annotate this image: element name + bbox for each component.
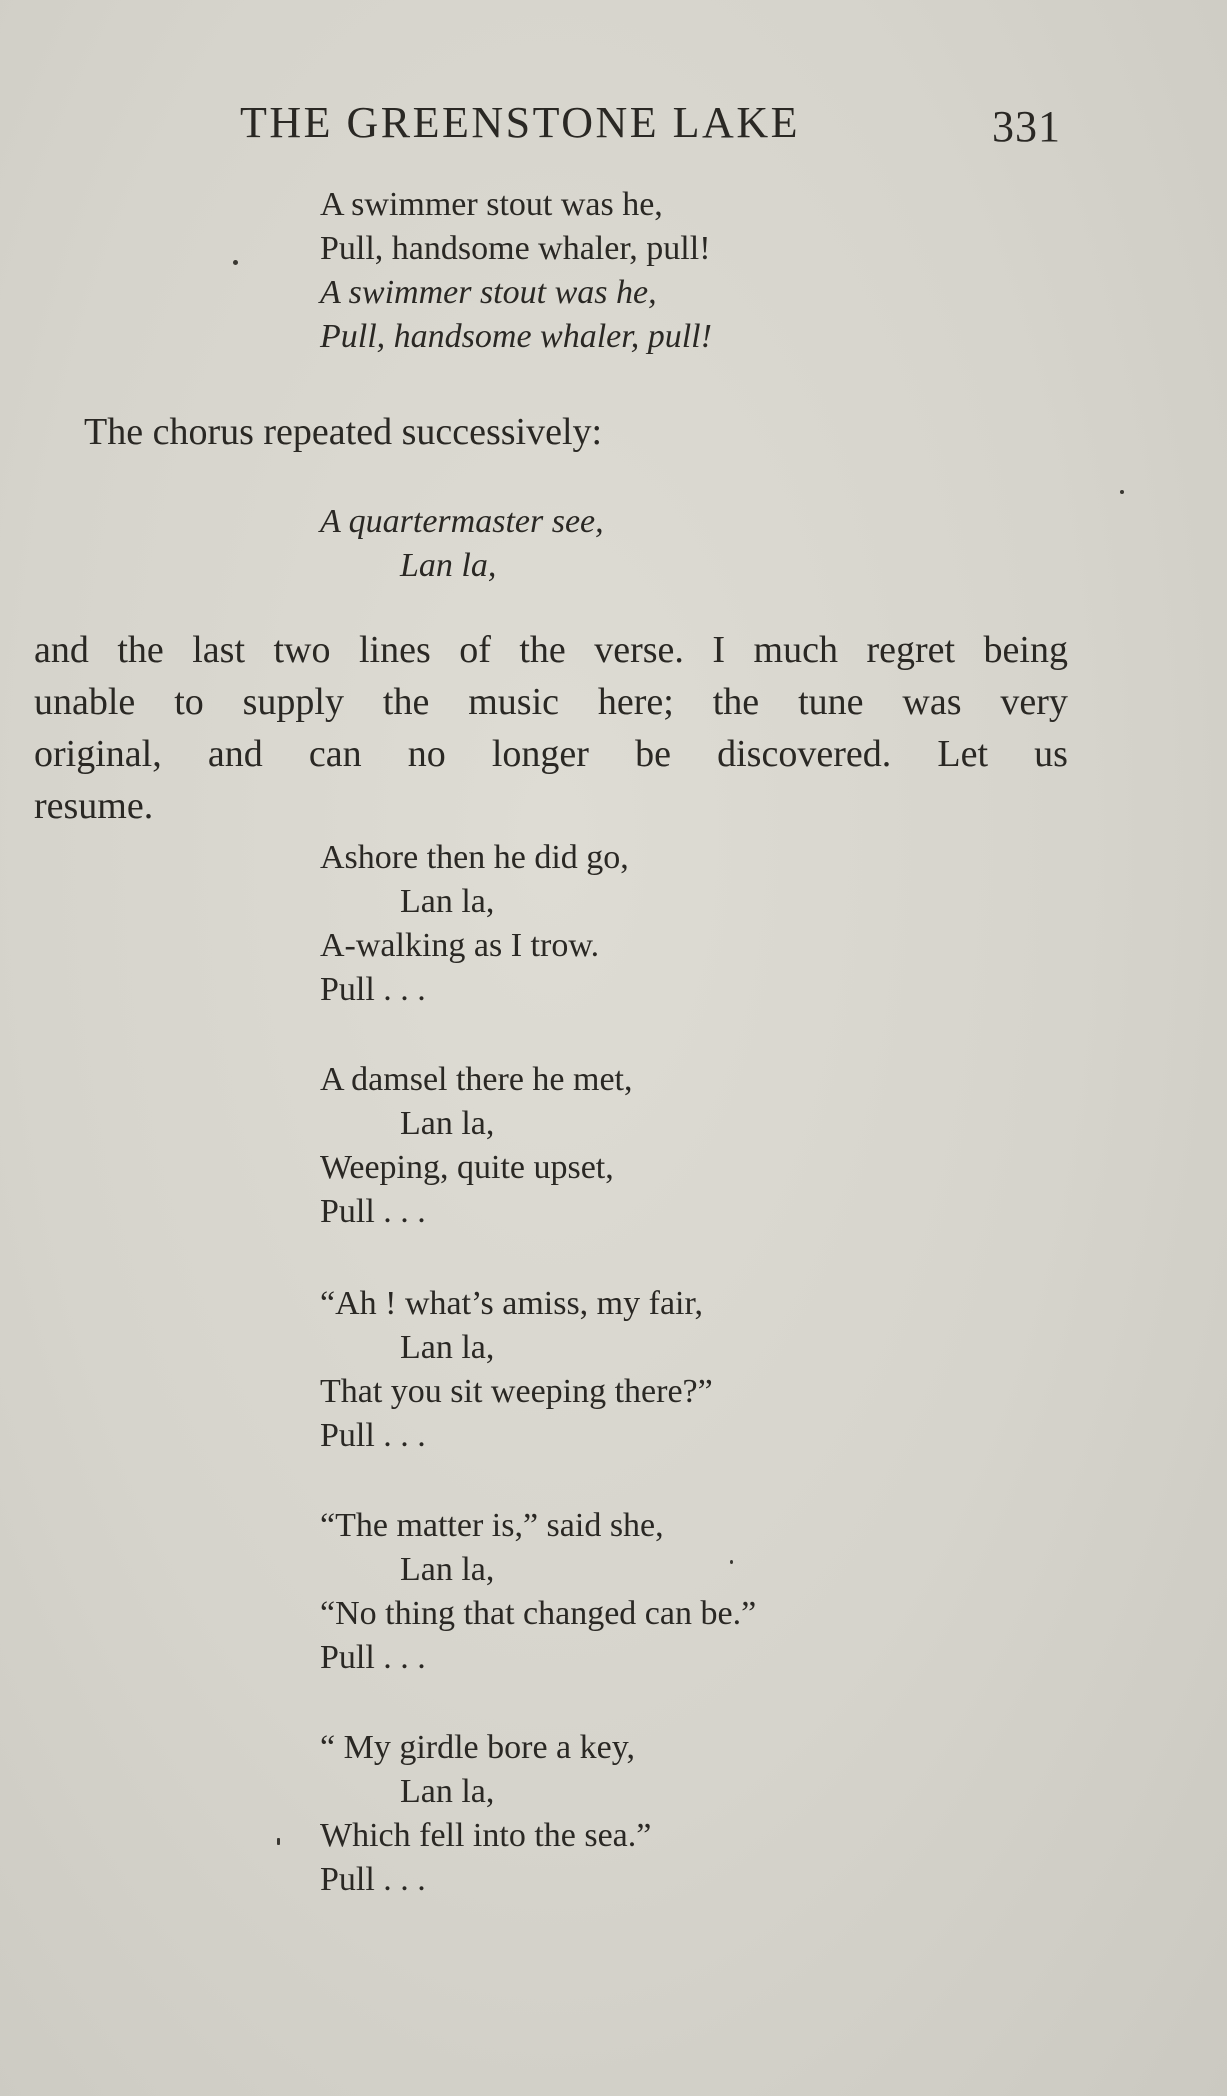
stanza — [320, 1504, 756, 1680]
stanza-pull: Pull . . . — [320, 971, 426, 1008]
stanza-pull: Pull . . . — [320, 1193, 426, 1230]
ink-speck — [233, 260, 238, 265]
word: very — [1000, 681, 1068, 723]
stanza-line: That you sit weeping there?” — [320, 1373, 713, 1410]
verse-line: Pull, handsome whaler, pull! — [320, 230, 711, 267]
paragraph-line — [34, 624, 1068, 676]
stanza-line: “Ah ! what’s amiss, my fair, — [320, 1285, 703, 1322]
stanza-refrain: Lan la, — [400, 1773, 495, 1810]
word: verse. — [594, 629, 684, 671]
word: us — [1034, 733, 1068, 775]
verse-line: Pull, handsome whaler, pull! — [320, 318, 712, 355]
ink-speck — [277, 1838, 280, 1845]
word: longer — [491, 733, 589, 775]
stanza — [320, 836, 629, 1012]
word: the — [712, 681, 760, 723]
paragraph — [34, 624, 1068, 832]
verse-opening — [320, 183, 712, 359]
stanza-pull: Pull . . . — [320, 1639, 426, 1676]
stanza-line: A-walking as I trow. — [320, 927, 600, 964]
paragraph-line — [34, 728, 1068, 780]
word: two — [273, 629, 331, 671]
word: can — [308, 733, 362, 775]
word: lines — [358, 629, 431, 671]
chorus-intro-text: The chorus repeated successively: — [84, 411, 603, 453]
paragraph-line: resume. — [34, 785, 154, 827]
stanza — [320, 1726, 651, 1902]
word: regret — [866, 629, 956, 671]
word: to — [174, 681, 204, 723]
paragraph-line — [34, 676, 1068, 728]
word: and — [207, 733, 263, 775]
word: no — [407, 733, 446, 775]
stanza-pull: Pull . . . — [320, 1417, 426, 1454]
stanza-refrain: Lan la, — [400, 883, 495, 920]
ink-speck — [730, 1560, 733, 1564]
stanza-refrain: Lan la, — [400, 1105, 495, 1142]
stanza-line: Ashore then he did go, — [320, 839, 629, 876]
stanza — [320, 1282, 713, 1458]
stanza-refrain: Lan la, — [400, 1551, 495, 1588]
word: the — [117, 629, 164, 671]
running-title: THE GREENSTONE LAKE — [240, 98, 800, 147]
chorus-line: A quartermaster see, — [320, 503, 604, 540]
chorus-line: Lan la, — [400, 547, 497, 584]
chorus-intro — [84, 406, 1118, 458]
word: the — [382, 681, 430, 723]
word: unable — [34, 681, 136, 723]
word: the — [519, 629, 566, 671]
word: of — [459, 629, 491, 671]
page-number: 331 — [992, 102, 1061, 151]
stanza-line: A damsel there he met, — [320, 1061, 633, 1098]
stanza-line: Weeping, quite upset, — [320, 1149, 614, 1186]
stanza-line: “The matter is,” said she, — [320, 1507, 664, 1544]
stanza-line: “No thing that changed can be.” — [320, 1595, 757, 1632]
page-header — [0, 98, 1227, 151]
word: tune — [798, 681, 864, 723]
word: and — [34, 629, 89, 671]
stanza-refrain: Lan la, — [400, 1329, 495, 1366]
word: here; — [597, 681, 674, 723]
ink-speck — [1120, 490, 1124, 494]
chorus — [320, 500, 604, 588]
word: being — [983, 629, 1068, 671]
word: original, — [34, 733, 162, 775]
word: music — [468, 681, 559, 723]
word: last — [192, 629, 246, 671]
word: was — [902, 681, 962, 723]
word: much — [753, 629, 838, 671]
word: I — [712, 629, 726, 671]
stanza — [320, 1058, 633, 1234]
stanza-line: “ My girdle bore a key, — [320, 1729, 636, 1766]
stanza-line: Which fell into the sea.” — [320, 1817, 652, 1854]
verse-line: A swimmer stout was he, — [320, 186, 663, 223]
word: supply — [242, 681, 344, 723]
stanza-pull: Pull . . . — [320, 1861, 426, 1898]
word: Let — [937, 733, 988, 775]
word: be — [635, 733, 671, 775]
verse-line: A swimmer stout was he, — [320, 274, 657, 311]
word: discovered. — [717, 733, 892, 775]
